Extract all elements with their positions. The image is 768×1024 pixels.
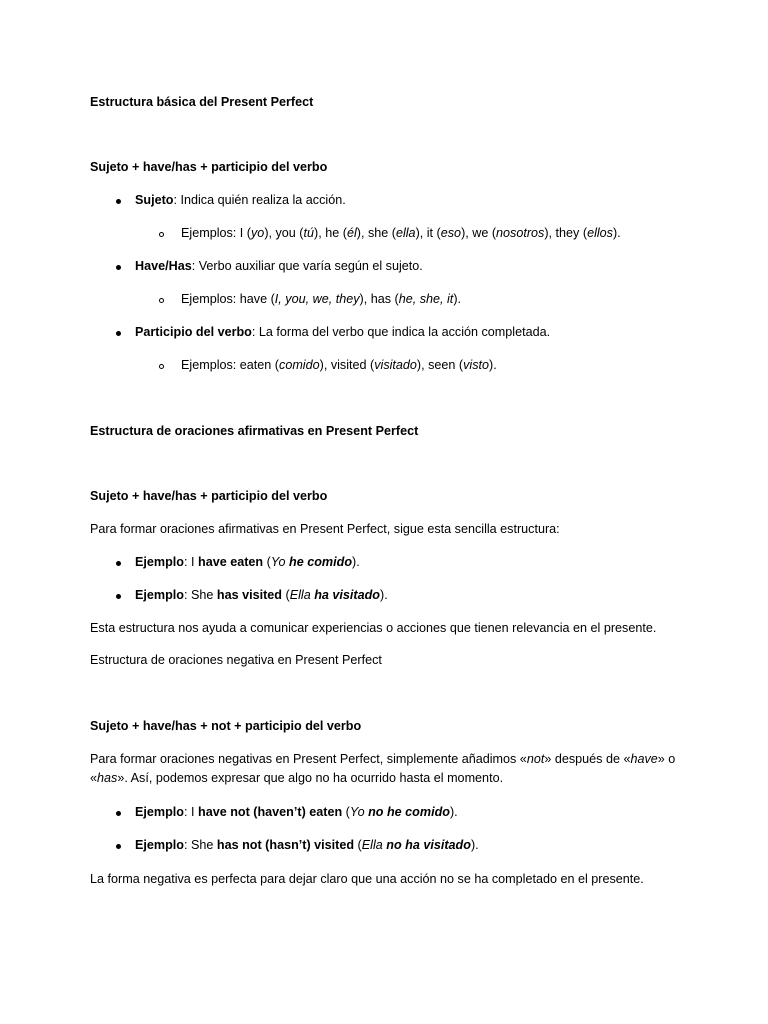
circle-bullet-icon <box>159 298 164 303</box>
list-item-sujeto <box>135 192 346 208</box>
heading-basic-structure: Estructura básica del Present Perfect <box>90 95 314 109</box>
formula-affirmative-2: Sujeto + have/has + participio del verbo <box>90 489 328 503</box>
formula-affirmative: Sujeto + have/has + participio del verbo <box>90 160 328 174</box>
bullet-icon <box>116 331 121 336</box>
bullet-icon <box>116 561 121 566</box>
paragraph-negative-summary: La forma negativa es perfecta para dejar claro que una acción no se ha completado en el presente. <box>90 872 644 886</box>
paragraph-negative-intro: Para formar oraciones negativas en Present Perfect, simplemente añadimos «not» después de «have» o <box>90 752 676 766</box>
example-has-not-visited: Ejemplo: She has not (hasn’t) visited (Ella no ha visitado). <box>135 838 479 852</box>
circle-bullet-icon <box>159 364 164 369</box>
example-have-not-eaten: Ejemplo: I have not (haven’t) eaten (Yo no he comido). <box>135 805 458 819</box>
paragraph-affirmative-summary: Esta estructura nos ayuda a comunicar experiencias o acciones que tienen relevancia en el presente. <box>90 621 657 635</box>
bullet-icon <box>116 199 121 204</box>
bullet-icon <box>116 594 121 599</box>
paragraph-affirmative-intro: Para formar oraciones afirmativas en Present Perfect, sigue esta sencilla estructura: <box>90 522 560 536</box>
bullet-icon <box>116 844 121 849</box>
term-text: : Indica quién realiza la acción. <box>173 193 346 207</box>
bullet-icon <box>116 811 121 816</box>
sublist-item-have-has: Ejemplos: have (I, you, we, they), has (he, she, it). <box>181 292 462 306</box>
sublist-item-pronouns: Ejemplos: I (yo), you (tú), he (él), she (ella), it (eso), we (nosotros), they (ellos). <box>181 226 621 240</box>
list-item-have-has: Have/Has: Verbo auxiliar que varía según el sujeto. <box>135 259 423 273</box>
heading-affirmative: Estructura de oraciones afirmativas en Present Perfect <box>90 424 419 438</box>
heading-negative: Estructura de oraciones negativa en Present Perfect <box>90 653 382 667</box>
list-item-participio: Participio del verbo: La forma del verbo que indica la acción completada. <box>135 325 551 339</box>
sublist-item-participles: Ejemplos: eaten (comido), visited (visitado), seen (visto). <box>181 358 497 372</box>
formula-negative: Sujeto + have/has + not + participio del verbo <box>90 719 362 733</box>
example-have-eaten: Ejemplo: I have eaten (Yo he comido). <box>135 555 360 569</box>
paragraph-negative-intro-cont: «has». Así, podemos expresar que algo no ha ocurrido hasta el momento. <box>90 771 504 785</box>
example-has-visited: Ejemplo: She has visited (Ella ha visitado). <box>135 588 388 602</box>
circle-bullet-icon <box>159 232 164 237</box>
bullet-icon <box>116 265 121 270</box>
term-label: Sujeto <box>135 193 174 207</box>
